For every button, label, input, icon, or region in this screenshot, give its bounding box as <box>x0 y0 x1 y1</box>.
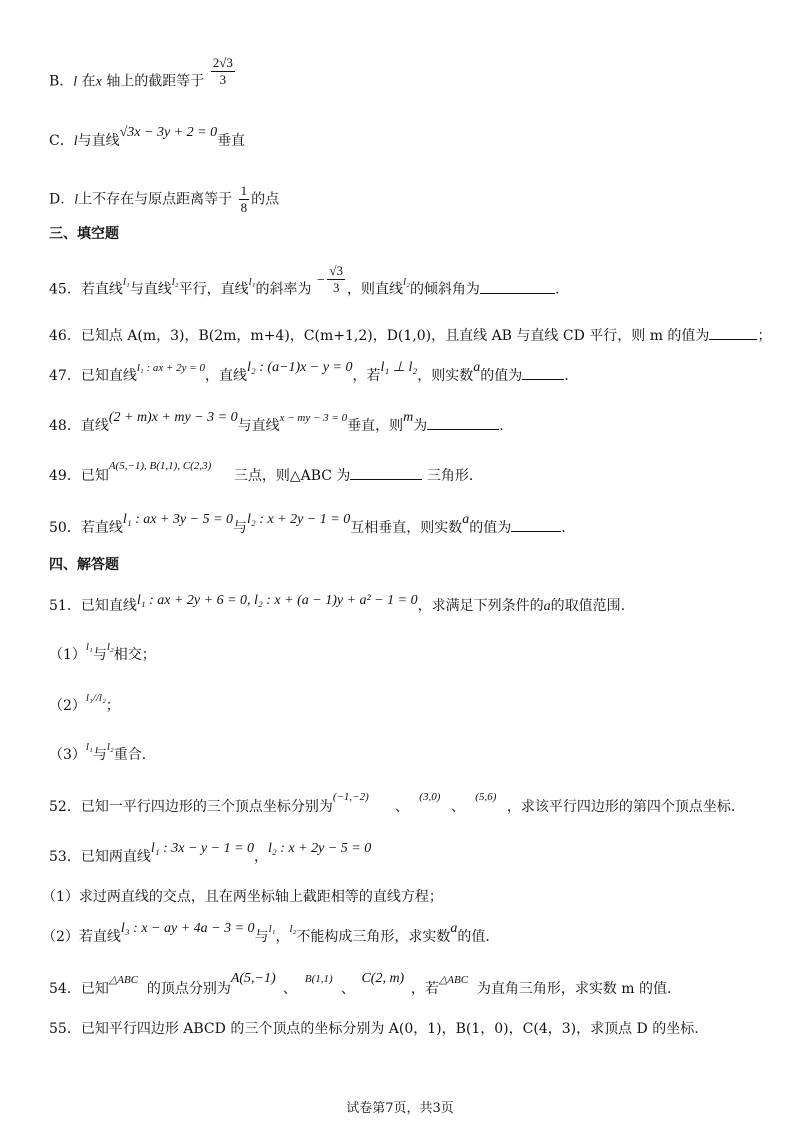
text: . <box>499 418 504 434</box>
fraction-denominator: 3 <box>219 72 227 87</box>
math-var: l <box>73 74 78 90</box>
text: 的值. <box>457 929 490 945</box>
math-var: a <box>462 512 470 527</box>
text: 的倾斜角为 <box>409 281 480 298</box>
answer-blank[interactable] <box>427 415 499 430</box>
text: 已知一平行四边形的三个顶点坐标分别为 <box>80 799 333 815</box>
equation: l₂ : x + 2y − 1 = 0 <box>247 512 351 527</box>
answer-blank[interactable] <box>709 325 757 340</box>
equation: l₁ : ax + 2y + 6 = 0, l₂ : x + (a − 1)y + a² − 1 = 0 <box>136 593 418 608</box>
text: 不能构成三角形，求实数 <box>296 929 451 945</box>
fraction-denominator: 8 <box>240 200 248 215</box>
text: 互相垂直，则实数 <box>350 520 463 536</box>
section-heading: 四、解答题 <box>49 557 119 573</box>
equation: l₁//l₂ <box>85 692 106 704</box>
question-53-part-2 <box>42 921 490 948</box>
text: ，直线 <box>204 368 247 384</box>
math-var: a <box>543 599 551 614</box>
coordinate: (3,0) <box>419 791 441 803</box>
text: 已知直线 <box>80 368 137 384</box>
math-var: a <box>450 921 458 936</box>
question-54 <box>49 971 672 1000</box>
text: 已知直线 <box>80 598 137 614</box>
math-var: l₂ <box>171 275 179 288</box>
math-sign: − <box>315 272 326 288</box>
text: 垂直 <box>217 133 246 149</box>
math-var: l₂ <box>403 275 410 288</box>
option-b <box>49 55 237 98</box>
question-53 <box>49 841 372 868</box>
text: 的值为 <box>480 368 523 384</box>
coordinate: B(1,1) <box>304 973 333 985</box>
question-number: 53． <box>49 849 81 865</box>
equation: l₁ ⊥ l₂ <box>380 360 418 375</box>
option-c <box>49 125 246 152</box>
question-52 <box>49 791 736 818</box>
text: 垂直，则 <box>347 418 404 434</box>
text: 若直线 <box>80 281 123 298</box>
question-48 <box>49 410 504 437</box>
question-number: 49． <box>49 468 81 484</box>
question-number: 52． <box>49 799 81 815</box>
math-var: l₂ <box>289 923 297 935</box>
text: 三角形. <box>426 468 474 484</box>
math-var: l₂ <box>106 741 114 753</box>
question-number: 48． <box>49 418 81 434</box>
fraction-numerator: 2√3 <box>212 55 233 70</box>
text: 的点 <box>251 191 280 208</box>
equation: l₂ : (a−1)x − y = 0 <box>246 360 353 375</box>
question-49 <box>49 460 474 487</box>
text: ，求该平行四边形的第四个顶点坐标. <box>506 799 736 815</box>
answer-blank[interactable] <box>480 279 555 294</box>
coordinate: (−1,−2) <box>332 791 369 803</box>
text: 已知 <box>80 468 109 484</box>
part-label: （2） <box>49 698 86 714</box>
text: 、 <box>450 799 465 815</box>
fraction-numerator: 1 <box>240 183 248 198</box>
question-46 <box>49 325 771 346</box>
text: 为直角三角形，求实数 m 的值. <box>476 981 672 997</box>
equation: l₂ : x + 2y − 5 = 0 <box>268 841 372 856</box>
math-var: x <box>95 74 102 90</box>
text: ，则直线 <box>347 281 404 298</box>
equation: √3x − 3y + 2 = 0 <box>119 125 218 140</box>
equation: l₁ : 3x − y − 1 = 0 <box>150 841 255 856</box>
text: 与直线 <box>129 281 172 298</box>
math-var: a <box>473 360 481 375</box>
question-number: 51． <box>49 598 81 614</box>
part-label: （3） <box>49 747 86 763</box>
section-heading: 三、填空题 <box>49 226 119 242</box>
question-number: 54． <box>49 981 81 997</box>
question-51-part-2 <box>49 692 120 717</box>
text: 、 <box>282 981 297 997</box>
answer-blank[interactable] <box>522 365 564 380</box>
option-label: C． <box>49 133 74 149</box>
text: ，若 <box>352 368 381 384</box>
equation: l₁ : ax + 2y = 0 <box>136 362 205 374</box>
math-var: m <box>403 410 414 425</box>
coordinate: (5,6) <box>475 791 497 803</box>
equation: l₃ : x − ay + 4a − 3 = 0 <box>120 921 255 936</box>
question-number: 47． <box>49 368 81 384</box>
text: 、 <box>394 799 409 815</box>
math-var: l <box>73 134 78 149</box>
option-d <box>49 183 279 216</box>
text: 的值为 <box>469 520 512 536</box>
question-45 <box>49 263 560 306</box>
coordinate: A(5,−1) <box>230 971 276 986</box>
equation: x − my − 3 = 0 <box>279 412 348 424</box>
text: 的斜率为 <box>255 281 312 298</box>
question-number: 50． <box>49 520 81 536</box>
text: 与 <box>92 747 107 763</box>
question-53-part-1 <box>42 887 443 907</box>
part-label: （2）若直线 <box>42 929 121 945</box>
fraction-denominator: 3 <box>332 280 340 295</box>
text: . <box>561 520 566 536</box>
option-label: D． <box>49 191 75 208</box>
page-footer: 试卷第7页，共3页 <box>346 1101 454 1116</box>
triangle-label: △ABC <box>438 974 469 986</box>
math-var: l₂ <box>106 641 114 653</box>
answer-blank[interactable] <box>511 517 561 532</box>
text: 三点，则△ABC 为 <box>233 468 351 484</box>
fraction <box>239 183 250 216</box>
text: ； <box>105 698 120 714</box>
text: 与 <box>92 647 107 663</box>
text: ， <box>254 849 269 865</box>
text: 已知两直线 <box>80 849 151 865</box>
text: ， <box>275 929 290 945</box>
question-47 <box>49 360 569 387</box>
text: 的取值范围. <box>550 598 626 614</box>
text: ； <box>757 328 772 344</box>
fraction-numerator: √3 <box>329 263 344 278</box>
text: 与直线 <box>77 133 120 149</box>
text: 与直线 <box>237 418 280 434</box>
math-var: l₁ <box>85 741 93 753</box>
question-51 <box>49 593 626 617</box>
question-text: 已知点 A(m，3)，B(2m，m+4)，C(m+1,2)，D(1,0)，且直线 AB 与直线 CD 平行，则 m 的值为 <box>80 328 710 344</box>
triangle-label: △ABC <box>108 974 139 986</box>
text: ，求满足下列条件的 <box>417 598 544 614</box>
math-var: l₁ <box>268 923 276 935</box>
text: 相交； <box>113 647 156 663</box>
text: ，若 <box>410 981 439 997</box>
text: 直线 <box>80 418 109 434</box>
text: 与 <box>254 929 269 945</box>
question-number: 55． <box>49 1021 81 1037</box>
text: . <box>564 368 569 384</box>
text: 的顶点分别为 <box>146 981 231 997</box>
coordinate: C(2, m) <box>361 971 405 986</box>
text: 重合. <box>113 747 147 763</box>
text: 上不存在与原点距离等于 <box>78 191 233 208</box>
text: 在 <box>81 73 96 90</box>
text: 与 <box>233 520 248 536</box>
math-var: l₁ <box>85 641 93 653</box>
math-var: l <box>74 192 79 208</box>
question-text: 已知平行四边形 ABCD 的三个顶点的坐标分别为 A(0，1)，B(1，0)，C(4，3)，求顶点 D 的坐标. <box>80 1021 699 1037</box>
question-51-part-1 <box>49 641 156 666</box>
question-50 <box>49 512 566 539</box>
question-55 <box>49 1019 699 1039</box>
text: 平行，直线 <box>178 281 249 298</box>
question-number: 45． <box>49 281 81 298</box>
text: ，则实数 <box>417 368 474 384</box>
answer-blank[interactable] <box>350 465 422 480</box>
math-var: l₁ <box>248 275 256 288</box>
text: 为 <box>413 418 428 434</box>
part-text: （1）求过两直线的交点，且在两坐标轴上截距相等的直线方程； <box>42 889 443 905</box>
equation: A(5,−1), B(1,1), C(2,3) <box>108 460 212 472</box>
question-number: 46． <box>49 328 81 344</box>
equation: l₁ : ax + 3y − 5 = 0 <box>122 512 234 527</box>
fraction <box>211 55 235 88</box>
text: 若直线 <box>80 520 123 536</box>
option-label: B． <box>49 73 74 90</box>
part-label: （1） <box>49 647 86 663</box>
question-51-part-3 <box>49 741 147 766</box>
math-var: l₁ <box>122 275 130 288</box>
equation: (2 + m)x + my − 3 = 0 <box>108 410 238 425</box>
text: 轴上的截距等于 <box>106 73 205 90</box>
text: 、 <box>340 981 355 997</box>
text: . <box>554 281 560 298</box>
fraction <box>327 263 345 296</box>
text: 已知 <box>80 981 109 997</box>
